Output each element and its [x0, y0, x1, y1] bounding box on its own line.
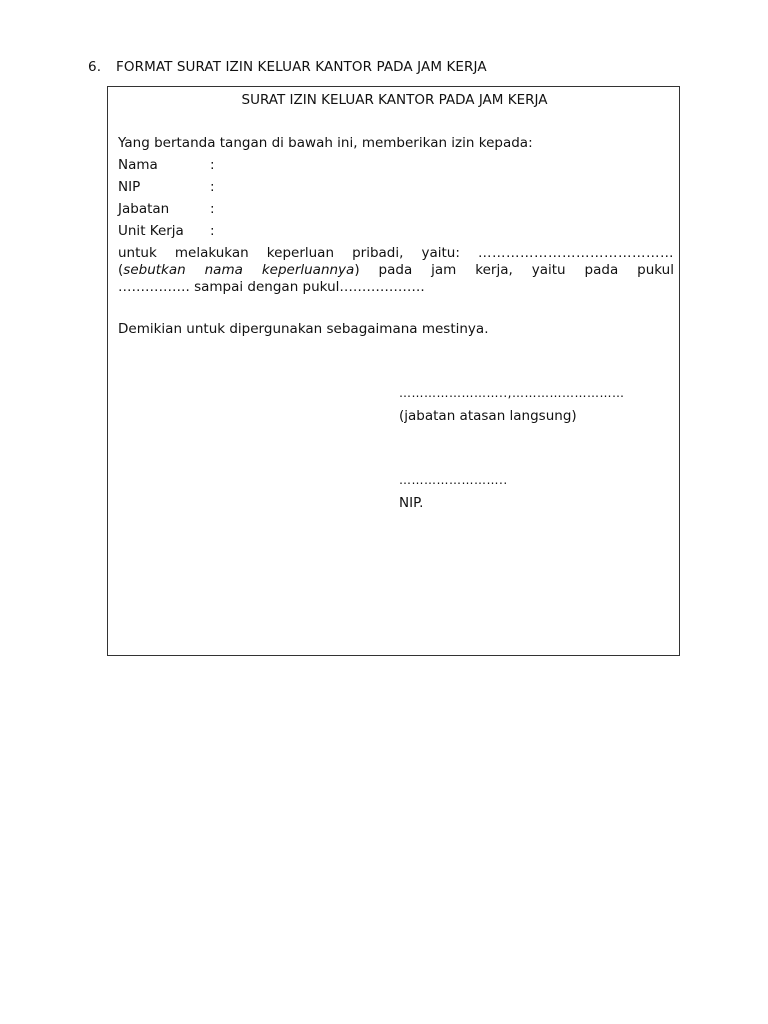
letter-template-box [107, 86, 680, 656]
field-colon: : [210, 201, 215, 217]
body-line-2 [118, 262, 674, 278]
letter-intro: Yang bertanda tangan di bawah ini, memberikan izin kepada: [118, 135, 533, 151]
field-colon: : [210, 223, 215, 239]
body-line-1-text: untuk melakukan keperluan pribadi, yaitu: [118, 245, 460, 261]
letter-title: SURAT IZIN KELUAR KANTOR PADA JAM KERJA [241, 92, 548, 108]
closing-statement: Demikian untuk dipergunakan sebagaimana mestinya. [118, 321, 489, 337]
field-label: NIP [118, 179, 141, 195]
field-row-jabatan [118, 201, 215, 217]
section-heading [88, 59, 487, 75]
field-label: Jabatan [118, 201, 170, 217]
field-label: Unit Kerja [118, 223, 184, 239]
section-number: 6. [88, 59, 102, 75]
body-line-1 [118, 245, 674, 261]
body-line-3: ……………. sampai dengan pukul………………. [118, 279, 425, 295]
body-line-1-dots: …………………………………… [478, 245, 674, 261]
field-row-unit-kerja [118, 223, 215, 239]
field-label: Nama [118, 157, 158, 173]
signature-place-date: ……………………..,……………………… [399, 386, 625, 400]
field-colon: : [210, 179, 215, 195]
section-title: FORMAT SURAT IZIN KELUAR KANTOR PADA JAM KERJA [116, 59, 487, 75]
signature-position: (jabatan atasan langsung) [399, 408, 577, 424]
field-colon: : [210, 157, 215, 173]
body-line-2-italic: sebutkan nama keperluannya [123, 262, 355, 278]
body-line-2-open: ( [118, 262, 124, 278]
signature-nip: NIP. [399, 495, 424, 511]
signature-name: …………………….. [399, 473, 508, 487]
field-row-nama [118, 157, 215, 173]
body-line-2-rest: ) pada jam kerja, yaitu pada pukul [354, 262, 674, 278]
field-row-nip [118, 179, 215, 195]
